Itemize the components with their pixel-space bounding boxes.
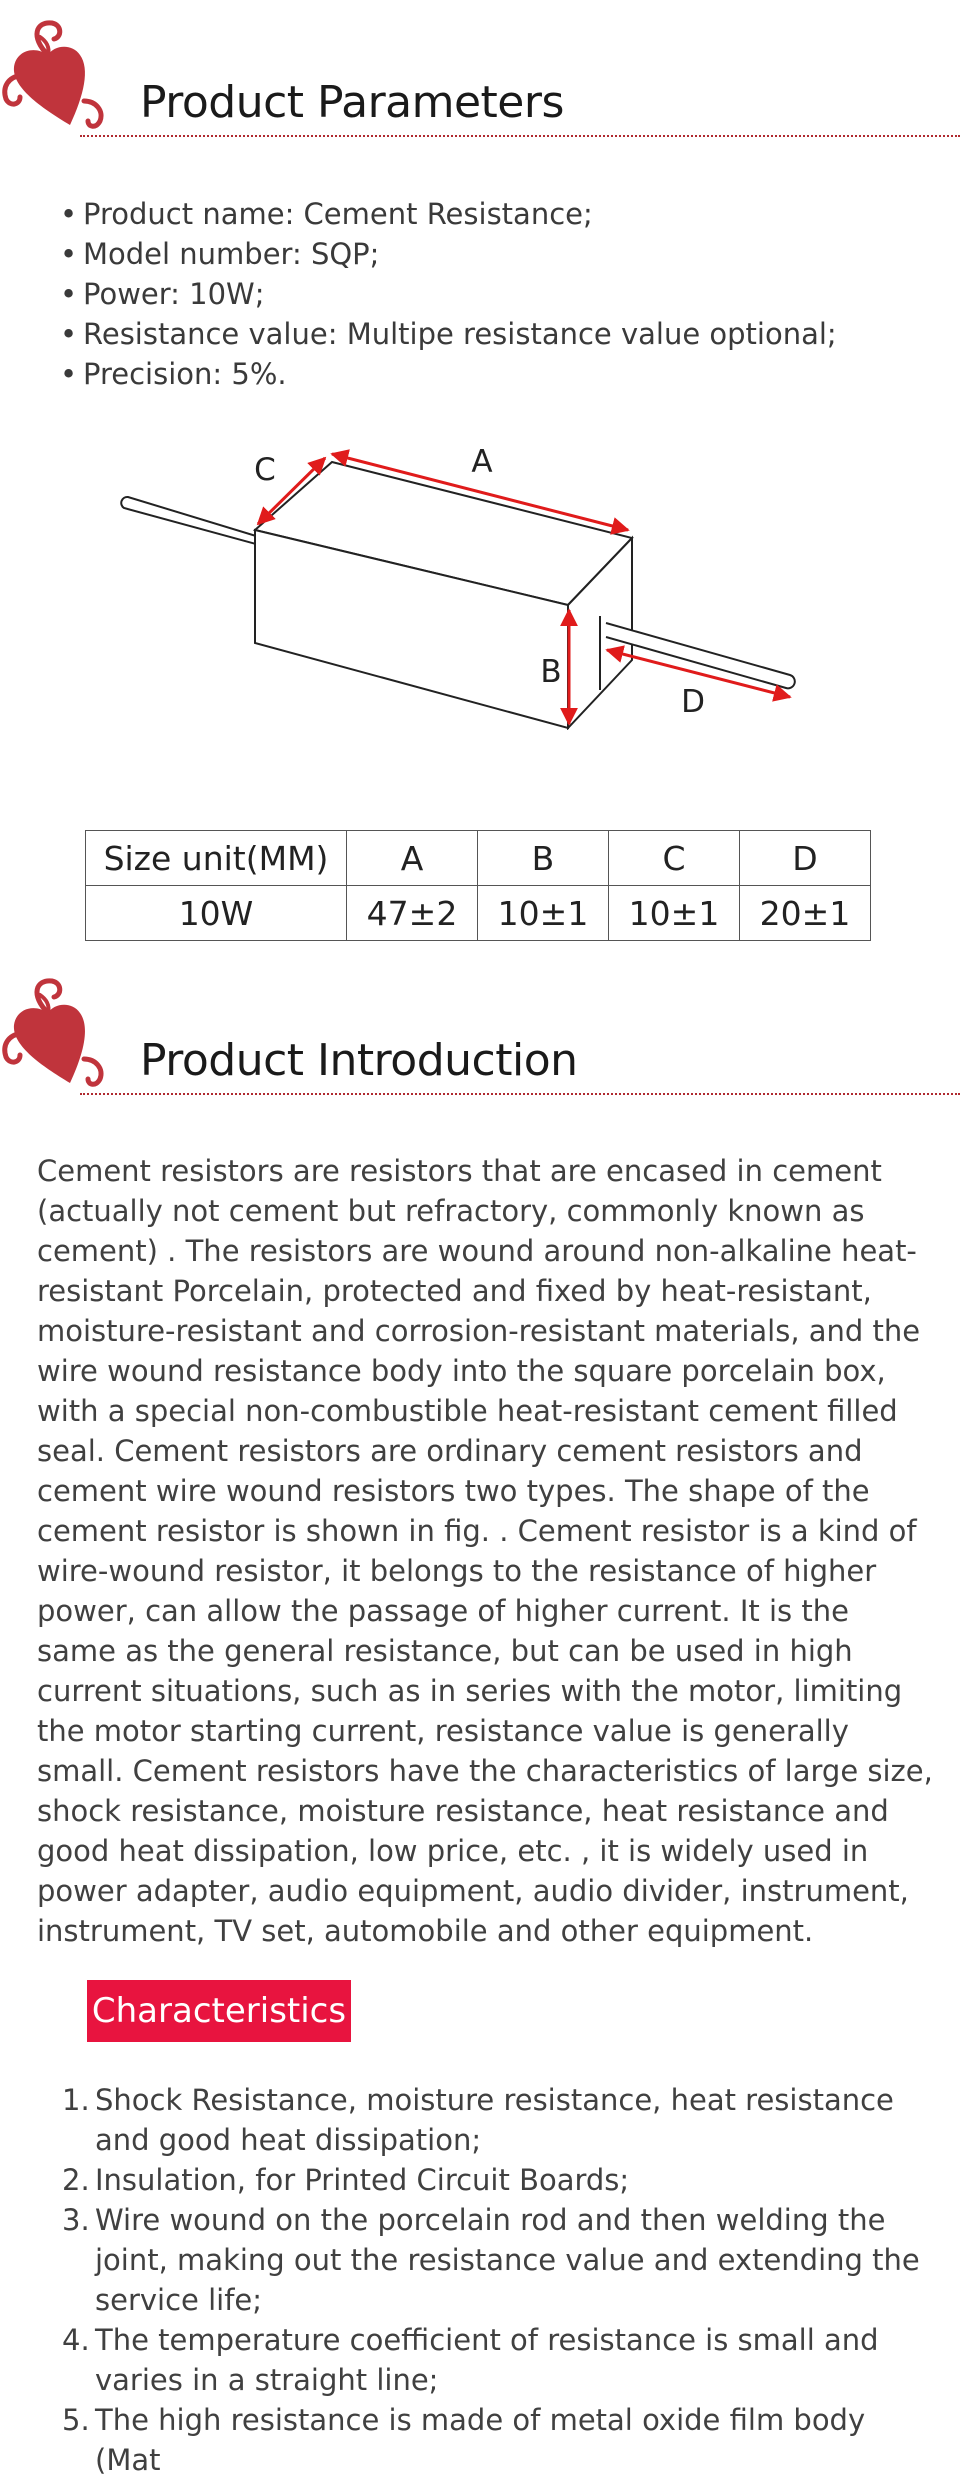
label-c: C	[254, 452, 276, 488]
list-item	[52, 2400, 932, 2480]
label-d: D	[681, 684, 705, 720]
introduction-paragraph: Cement resistors are resistors that are encased in cement (actually not cement but refractory, commonly known as cement) . The resistors are wound around non-alkaline heat-resistant Porcelain, protected and fixed by heat-resistant, moisture-resistant and corrosion-resistant materials, and the wire wound resistance body into the square porcelain box, with a special non-combustible heat-resistant cement filled seal. Cement resistors are ordinary cement resistors and cement wire wound resistors two types. The shape of the cement resistor is shown in fig. . Cement resistor is a kind of wire-wound resistor, it belongs to the resistance of higher power, can allow the passage of higher current. It is the same as the general resistance, but can be used in high current situations, such as in series with the motor, limiting the motor starting current, resistance value is generally small. Cement resistors have the characteristics of large size, shock resistance, moisture resistance, heat resistance and good heat dissipation, low price, etc. , it is widely used in power adapter, audio equipment, audio divider, instrument, instrument, TV set, automobile and other equipment.	[37, 1154, 933, 1948]
param-resistance-value: • Resistance value: Multipe resistance value optional;	[58, 314, 837, 354]
table-cell: 10±1	[609, 886, 740, 941]
product-parameters-header	[0, 15, 960, 135]
table-cell: 47±2	[347, 886, 478, 941]
param-power: • Power: 10W;	[58, 274, 837, 314]
item-text: Shock Resistance, moisture resistance, heat resistance and good heat dissipation;	[95, 2083, 894, 2157]
item-text: Wire wound on the porcelain rod and then welding the joint, making out the resistance value and extending the service life;	[95, 2203, 920, 2317]
left-lead	[121, 497, 256, 544]
heart-ornament-icon	[0, 973, 140, 1093]
table-header-row	[86, 831, 871, 886]
param-product-name: • Product name: Cement Resistance;	[58, 194, 837, 234]
section-title: Product Introduction	[140, 1035, 578, 1086]
item-number: 3.	[62, 2203, 90, 2237]
label-a: A	[471, 444, 493, 480]
item-number: 5.	[62, 2403, 90, 2437]
item-text: Insulation, for Printed Circuit Boards;	[95, 2163, 630, 2197]
item-number: 2.	[62, 2163, 90, 2197]
list-item	[52, 2200, 932, 2320]
item-text: The high resistance is made of metal oxide film body (Mat	[95, 2403, 866, 2477]
table-cell: 10W	[86, 886, 347, 941]
item-number: 1.	[62, 2083, 90, 2117]
characteristics-badge: Characteristics	[87, 1980, 351, 2042]
table-header-cell: A	[347, 831, 478, 886]
section-title: Product Parameters	[140, 77, 564, 128]
parameter-list	[58, 194, 837, 394]
dotted-divider	[80, 1093, 960, 1095]
list-item	[52, 2080, 932, 2160]
item-number: 4.	[62, 2323, 90, 2357]
table-cell: 20±1	[740, 886, 871, 941]
item-text: The temperature coefficient of resistance is small and varies in a straight line;	[95, 2323, 879, 2397]
characteristics-list	[52, 2080, 932, 2480]
table-header-cell: Size unit(MM)	[86, 831, 347, 886]
table-header-cell: B	[478, 831, 609, 886]
table-header-cell: C	[609, 831, 740, 886]
list-item	[52, 2320, 932, 2400]
heart-ornament-icon	[0, 15, 140, 135]
list-item	[52, 2160, 932, 2200]
resistor-dimension-diagram	[110, 440, 810, 730]
table-header-cell: D	[740, 831, 871, 886]
product-introduction-header	[0, 973, 960, 1093]
size-table	[85, 830, 871, 941]
table-row	[86, 886, 871, 941]
param-precision: • Precision: 5%.	[58, 354, 837, 394]
cement-body	[255, 462, 632, 728]
label-b: B	[540, 654, 562, 690]
param-model-number: • Model number: SQP;	[58, 234, 837, 274]
table-cell: 10±1	[478, 886, 609, 941]
dotted-divider	[80, 135, 960, 137]
